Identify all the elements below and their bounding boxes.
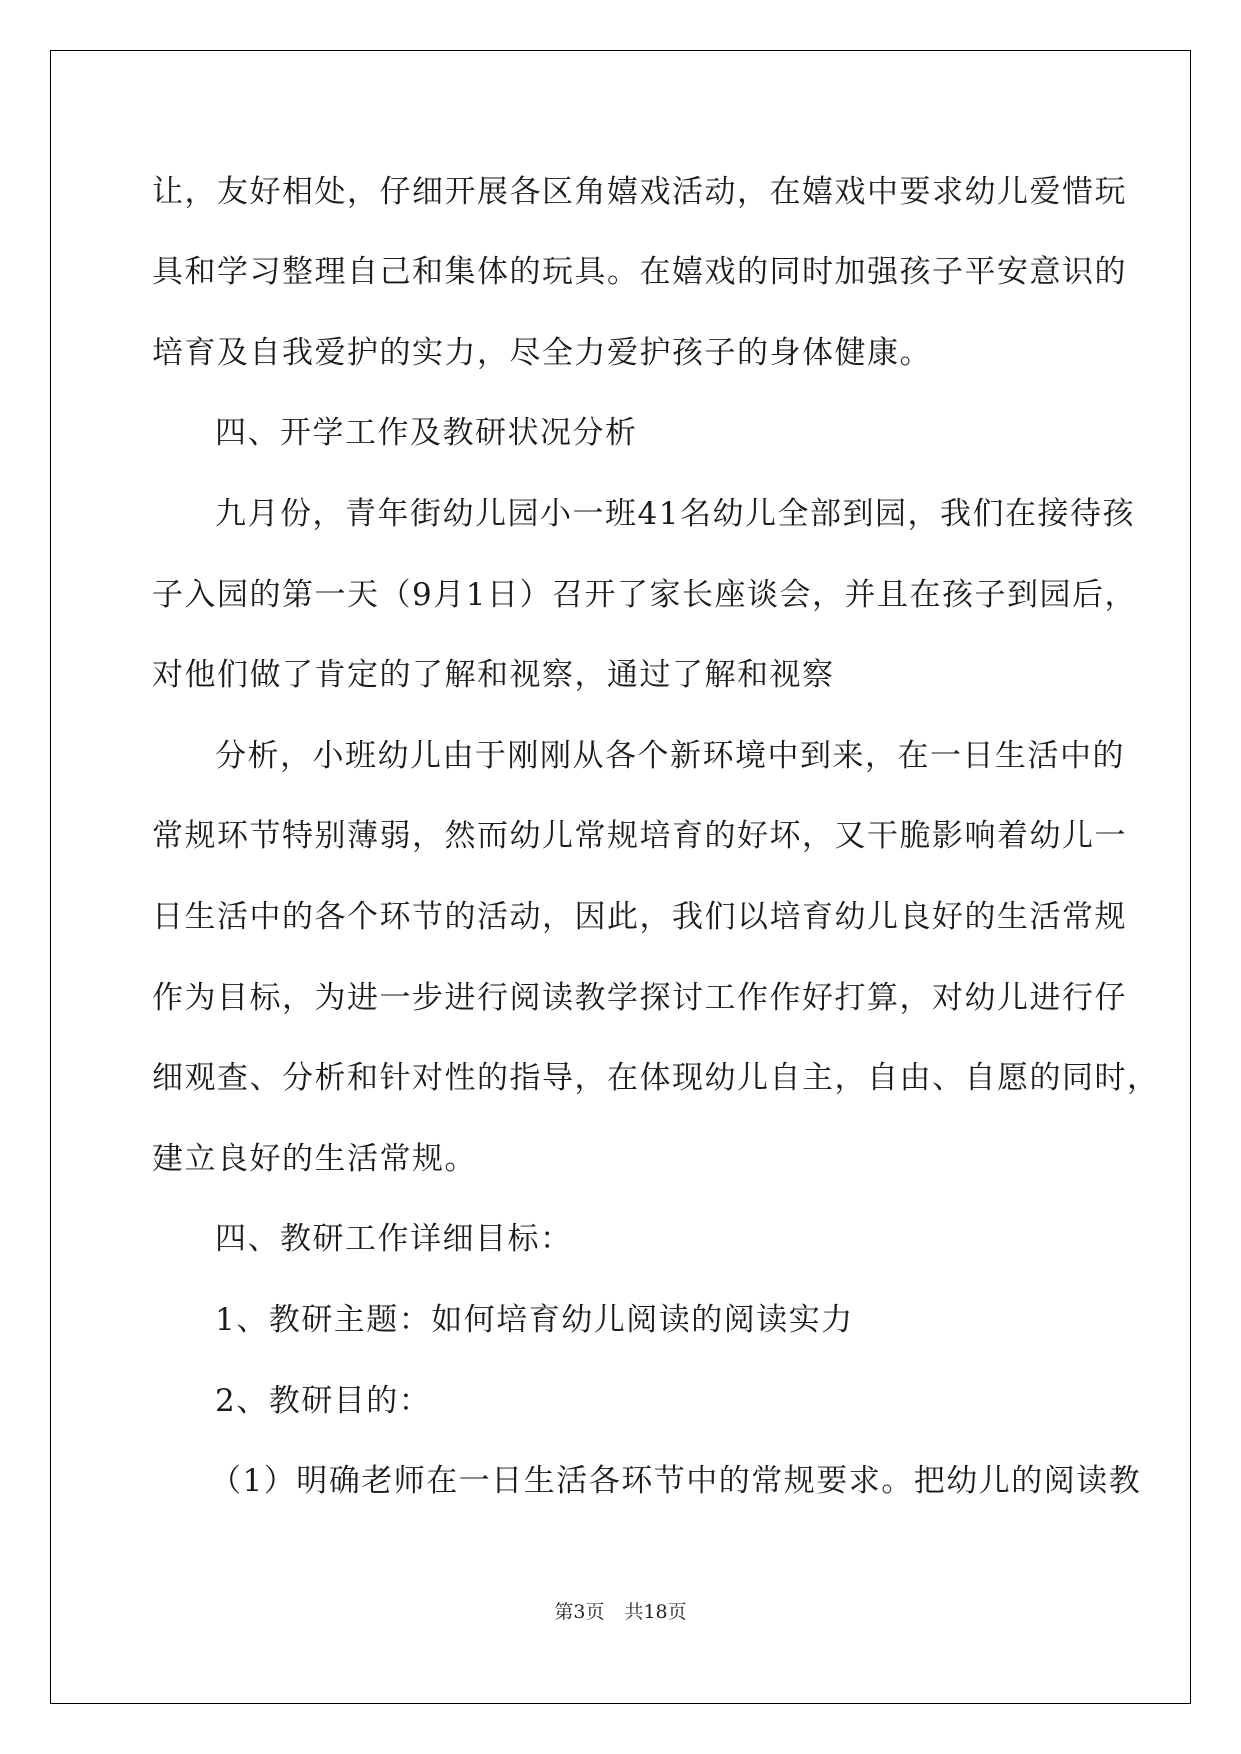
page-footer	[0, 1600, 1241, 1624]
text-line: 培育及自我爱护的实力，尽全力爱护孩子的身体健康。	[152, 335, 932, 371]
page-border	[50, 50, 1191, 1704]
text-line: 细观查、分析和针对性的指导，在体现幼儿自主，自由、自愿的同时，	[152, 1060, 1160, 1096]
list-item: 1、教研主题：如何培育幼儿阅读的阅读实力	[215, 1302, 854, 1338]
text-line: 让，友好相处，仔细开展各区角嬉戏活动，在嬉戏中要求幼儿爱惜玩	[152, 174, 1127, 210]
text-line: 常规环节特别薄弱，然而幼儿常规培育的好坏，又干脆影响着幼儿一	[152, 818, 1127, 854]
text-line: 分析，小班幼儿由于刚刚从各个新环境中到来，在一日生活中的	[215, 738, 1125, 774]
text-line: 建立良好的生活常规。	[152, 1141, 477, 1177]
text-line: 子入园的第一天（9月1日）召开了家长座谈会，并且在孩子到园后，	[152, 577, 1137, 613]
text-line: 对他们做了肯定的了解和视察，通过了解和视察	[152, 657, 835, 693]
text-line: 具和学习整理自己和集体的玩具。在嬉戏的同时加强孩子平安意识的	[152, 254, 1127, 290]
text-line: 作为目标，为进一步进行阅读教学探讨工作作好打算，对幼儿进行仔	[152, 980, 1127, 1016]
text-line: 九月份，青年街幼儿园小一班41名幼儿全部到园，我们在接待孩	[215, 496, 1135, 532]
list-item: （1）明确老师在一日生活各环节中的常规要求。把幼儿的阅读教	[210, 1463, 1142, 1499]
section-heading: 四、教研工作详细目标：	[215, 1221, 573, 1257]
text-line: 日生活中的各个环节的活动，因此，我们以培育幼儿良好的生活常规	[152, 899, 1127, 935]
page-total: 共18页	[624, 1601, 687, 1623]
section-heading: 四、开学工作及教研状况分析	[215, 415, 638, 451]
list-item: 2、教研目的：	[215, 1383, 432, 1419]
page-number: 第3页	[554, 1601, 605, 1623]
